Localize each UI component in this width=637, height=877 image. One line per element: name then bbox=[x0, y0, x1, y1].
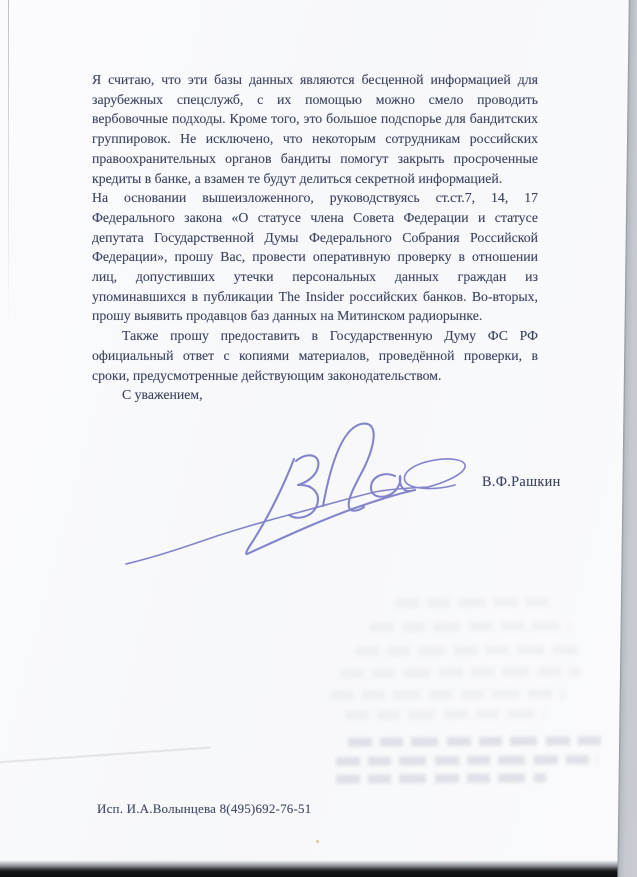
letter-line: лиц, допустивших утечки персональных данных граждан из bbox=[92, 269, 538, 285]
bleed-through-text bbox=[330, 689, 565, 700]
bleed-through-text bbox=[336, 755, 598, 766]
signature-handwriting bbox=[118, 413, 478, 578]
letter-line: депутата Государственной Думы Федерального Собрания Российской bbox=[92, 229, 538, 245]
crease-line bbox=[0, 747, 211, 763]
letter-line: Федерального закона «О статусе члена Совета Федерации и статусе bbox=[92, 209, 538, 225]
letter-line: сроки, предусмотренные действующим законодательством. bbox=[92, 367, 442, 383]
scanner-edge-bottom bbox=[0, 860, 637, 877]
bleed-through-text bbox=[395, 597, 555, 607]
bleed-through-text bbox=[355, 645, 580, 656]
bleed-through-text bbox=[348, 736, 606, 747]
dust-speck bbox=[316, 840, 319, 843]
letter-line: Также прошу предоставить в Государственную Думу ФС РФ bbox=[122, 328, 538, 344]
letter-line: правоохранительных органов бандиты помогут закрыть просроченные bbox=[92, 150, 538, 166]
letter-line: официальный ответ с копиями материалов, проведённой проверки, в bbox=[92, 347, 538, 363]
bleed-through-text bbox=[340, 667, 580, 678]
letter-line: вербовочные подходы. Кроме того, это большое подспорье для бандитских bbox=[92, 111, 538, 127]
letter-line: На основании вышеизложенного, руководствуясь ст.ст.7, 14, 17 bbox=[92, 190, 538, 206]
letter-line: С уважением, bbox=[122, 387, 203, 403]
letter-line: упоминавшихся в публикации The Insider российских банков. Во-вторых, bbox=[92, 288, 538, 304]
executor-note: Исп. И.А.Волынцева 8(495)692-76-51 bbox=[97, 801, 312, 816]
letter-line: группировок. Не исключено, что некоторым сотрудникам российских bbox=[92, 131, 538, 147]
bleed-through-text bbox=[370, 621, 570, 631]
bleed-through-text bbox=[336, 773, 546, 783]
page-left-edge bbox=[8, 0, 9, 330]
letter-line: прошу выявить продавцов баз данных на Митинском радиорынке. bbox=[92, 308, 483, 324]
bleed-through-text bbox=[345, 709, 545, 719]
letter-line: кредиты в банке, а взамен те будут делиться секретной информацией. bbox=[92, 170, 503, 186]
letter-line: Я считаю, что эти базы данных являются бесценной информацией для bbox=[92, 72, 538, 87]
letter-body bbox=[92, 70, 538, 405]
letter-line: зарубежных спецслужб, с их помощью можно смело проводить bbox=[92, 91, 538, 107]
signer-name: В.Ф.Рашкин bbox=[482, 474, 561, 490]
letter-line: Федерации», прошу Вас, провести оперативную проверку в отношении bbox=[92, 249, 538, 265]
